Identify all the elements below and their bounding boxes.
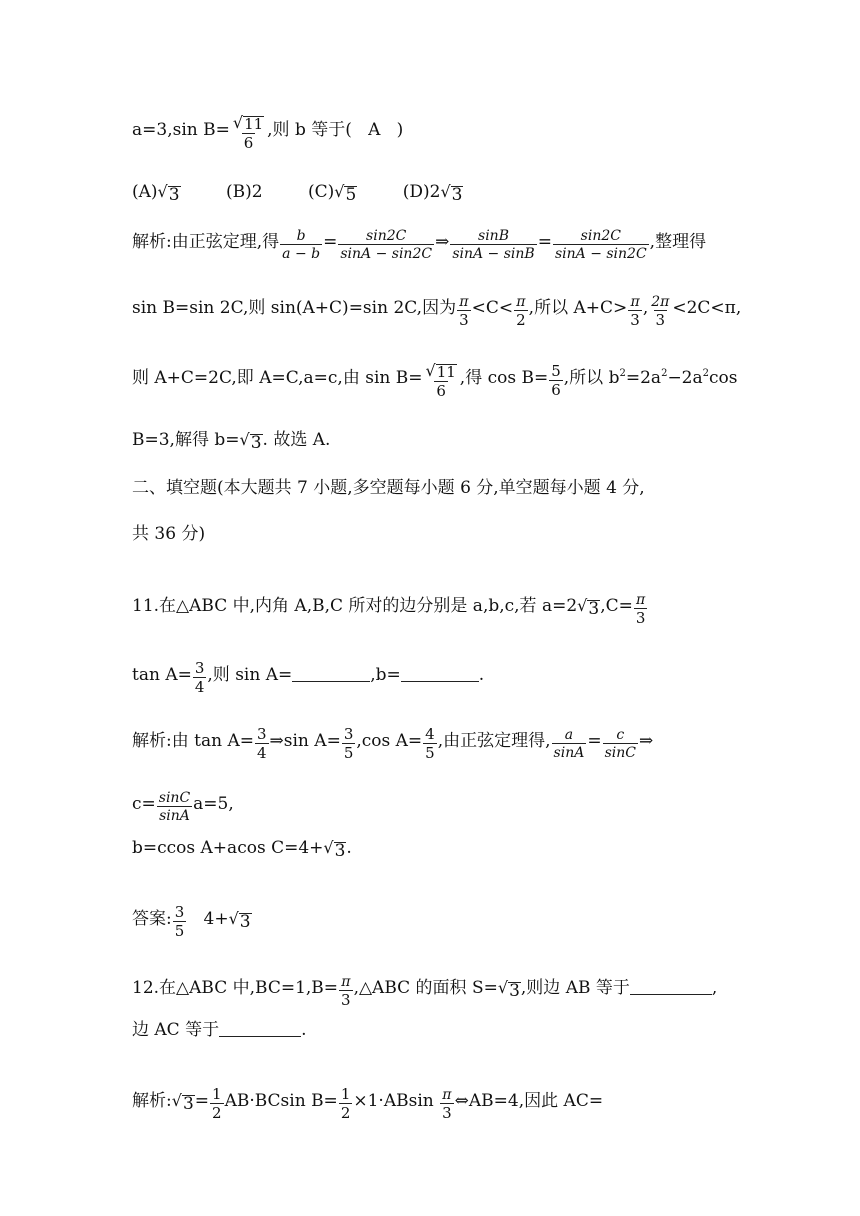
q10-analysis-line3: 则 A+C=2C,即 A=C,a=c,由 sin B= √ 11 6 ,得 cos B= $\frac{5}{6}$ ,所以 $b^2=2a^2-2a^2\cos$ [132,361,738,400]
q11-answer: 答案: $\frac{3}{5}$ 4+ √ 3 [132,903,251,941]
q10-analysis-line4: B=3,解得 b= √ 3 . 故选 A. [132,430,331,453]
q11-analysis-line1: 解析:由 tan A= $\frac{3}{4}$ ⇒sin A= $\frac{3}{5}$ ,cos A= $\frac{4}{5}$ ,由正弦定理得, $\frac{a}{\sin A}$ = $\frac{c}{\sin C}$ ⇒ [132,725,654,763]
q10-analysis-line2: sin B=sin 2C,则 sin(A+C)=sin 2C,因为 $\frac{\pi}{3}$ <C< $\frac{\pi}{2}$ ,所以 A+C> $\frac{\pi}{3}$ , $\frac{2\pi}{3}$ <2C<π, [132,294,742,330]
q11-stem-line2: tan A= $\frac{3}{4}$ ,则 sin A= ,b= . [132,659,485,697]
q10-options [132,184,503,205]
answer: A [368,119,381,140]
q12-stem-line2: 边 AC 等于 . [132,1020,307,1040]
fraction: $\frac{\sin 2C}{\sin A - \sin 2C}$ [554,228,647,263]
answer-blank [401,681,479,682]
section-heading-cont: 共 36 分) [132,524,206,544]
q11-stem-line1: 11.在△ABC 中,内角 A,B,C 所对的边分别是 a,b,c,若 a=2 √ 3 ,C= $\frac{\pi}{3}$ [132,592,646,628]
q12-analysis: 解析: √ 3 = $\frac{1}{2}$ AB·BCsin B= $\frac{1}{2}$ ×1·ABsin $\frac{\pi}{3}$ ⇔AB=4,因此 AC= [132,1085,604,1123]
q10-analysis-line1: 解析:由正弦定理,得 $\frac{b}{a - b}$ = $\frac{\sin 2C}{\sin A - \sin 2C}$ ⇒ $\frac{\sin B}{\sin A - \sin B}$ = $\frac{\sin 2C}{\sin A - \sin 2C}$ ,整理得 [132,228,707,263]
q11-analysis-line3: b=ccos A+acos C=4+ √ 3 . [132,838,352,861]
q11-analysis-line2: c= $\frac{\sin C}{\sin A}$ a=5, [132,790,234,825]
q10-stem: a=3,sin B= √ 11 6 ,则 b 等于( A ) [132,113,404,152]
option-b: (B)2 [225,182,263,202]
option-d: (D)2 √ 3 [402,182,463,205]
option-c: (C) √ 5 [307,182,357,205]
section-heading: 二、填空题(本大题共 7 小题,多空题每小题 6 分,单空题每小题 4 分, [132,478,645,498]
option-a: (A) √ 3 [132,182,180,205]
answer-blank [292,681,370,682]
q12-stem-line1: 12.在△ABC 中,BC=1,B= $\frac{\pi}{3}$ ,△ABC 的面积 S= √ 3 ,则边 AB 等于 , [132,974,718,1010]
fraction: $\frac{\sin B}{\sin A - \sin B}$ [452,228,535,263]
answer-blank [630,994,712,995]
fraction: $\frac{b}{a - b}$ [282,228,321,263]
fraction: √ 11 6 [232,113,264,152]
answer-blank [219,1036,301,1037]
fraction: $\frac{\sin 2C}{\sin A - \sin 2C}$ [340,228,433,263]
